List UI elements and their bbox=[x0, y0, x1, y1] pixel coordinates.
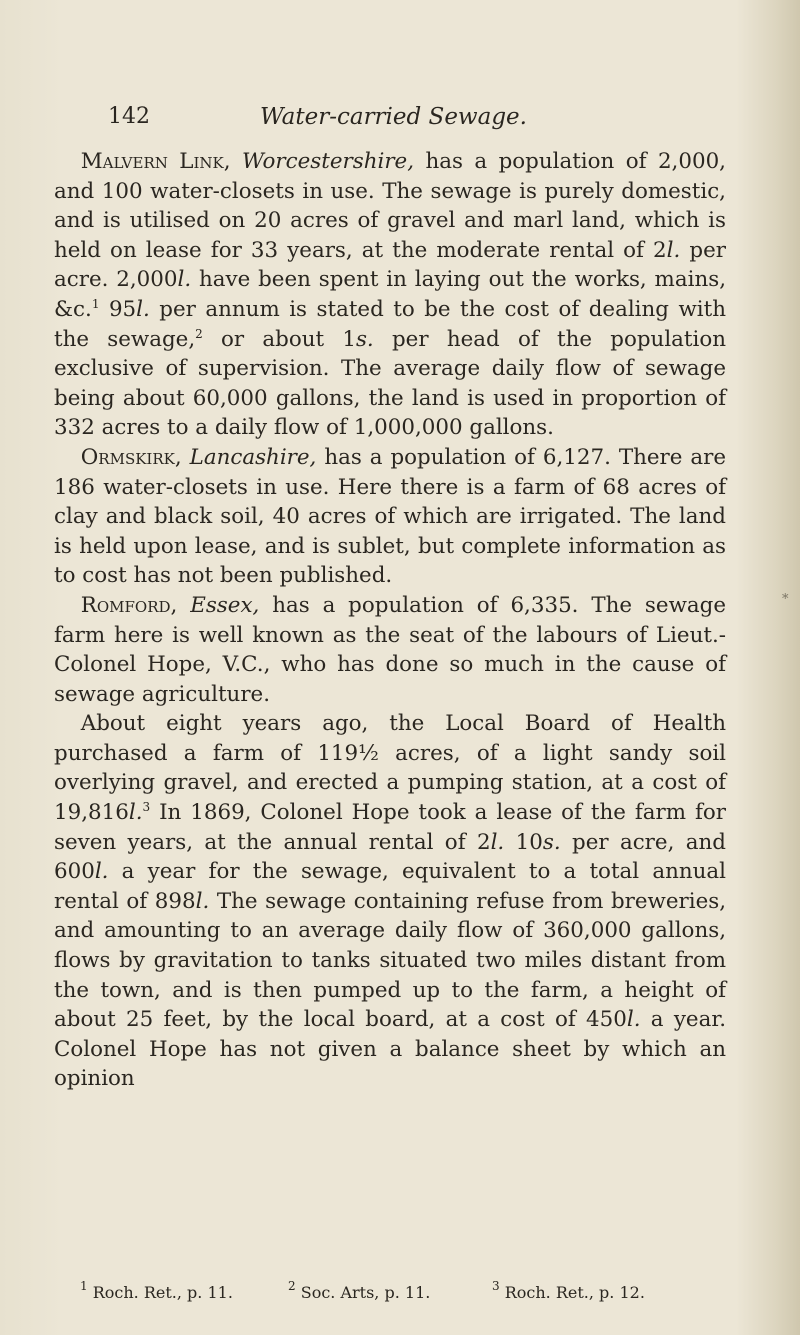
text-run: About eight years ago, the Local Board of Health purchased a farm of 119½ acres, of a light sandy soil overlying gravel, and erected a pumping station, at a cost of 19,816 bbox=[54, 711, 726, 826]
currency-unit: s. bbox=[542, 829, 561, 855]
footnote-ref: 2 bbox=[195, 326, 203, 341]
paragraph-malvern-link bbox=[54, 147, 726, 443]
footnote-2 bbox=[288, 1279, 431, 1303]
county-name: Lancashire, bbox=[189, 444, 317, 470]
currency-unit: l. bbox=[128, 800, 143, 826]
footnote-ref: 1 bbox=[91, 296, 100, 311]
text-run: a year. Colonel Hope has not given a balance sheet by which an opinion bbox=[54, 1007, 727, 1092]
text-run: has a population of 2,000, and 100 water-closets in use. The sewage is purely domestic, and is utilised on 20 acres of gravel and marl land, which is held on lease for 33 years, at the moderate rental of 2 bbox=[54, 149, 726, 263]
running-head bbox=[108, 104, 708, 136]
text-run: a year for the sewage, equivalent to a total annual rental of 898 bbox=[54, 859, 726, 914]
text-run: per head of the population exclusive of supervision. The average daily flow of sewage being about 60,000 gallons, the land is used in proportion of 332 acres to a daily flow of 1,000,000 gallons. bbox=[54, 326, 727, 441]
footnote-mark: 2 bbox=[288, 1279, 296, 1293]
currency-unit: s. bbox=[355, 326, 374, 352]
page-number: 142 bbox=[108, 104, 150, 129]
currency-unit: l. bbox=[177, 267, 192, 293]
footnote-3 bbox=[492, 1279, 645, 1303]
text-run: per annum is stated to be the cost of dealing with the sewage, bbox=[54, 296, 726, 352]
text-run: The sewage containing refuse from breweries, and amounting to an average daily flow of 360,000 gallons, flows by gravitation to tanks situated two miles distant from the town, and is then pumped up to the farm, a height of about 25 feet, by the local board, at a cost of 450 bbox=[54, 888, 727, 1033]
footnote-ref: 3 bbox=[142, 800, 151, 815]
body-text bbox=[54, 147, 726, 1094]
footnote-mark: 1 bbox=[80, 1279, 88, 1293]
footnote-text: Roch. Ret., p. 11. bbox=[92, 1283, 233, 1302]
text-run: 95 bbox=[99, 296, 137, 322]
paragraph-ormskirk bbox=[54, 443, 726, 591]
paragraph-romford-farm bbox=[54, 709, 726, 1094]
text-run: 10 bbox=[504, 829, 543, 855]
county-name: Essex, bbox=[190, 592, 260, 618]
currency-unit: l. bbox=[195, 888, 210, 914]
footnote-mark: 3 bbox=[492, 1279, 500, 1293]
place-name: Malvern Link, bbox=[80, 149, 231, 174]
footnote-text: Roch. Ret., p. 12. bbox=[504, 1283, 645, 1302]
margin-mark: * bbox=[782, 592, 789, 607]
text-run: has a population of 6,127. There are 186 water-closets in use. Here there is a farm of 68 acres of clay and black soil, 40 acres of which are irrigated. The land is held upon lease, and is sublet, but complete information as to cost has not been published. bbox=[54, 444, 726, 589]
text-run: or about 1 bbox=[202, 326, 356, 352]
place-name: Romford, bbox=[80, 592, 178, 618]
currency-unit: l. bbox=[136, 296, 150, 322]
place-name: Ormskirk, bbox=[80, 444, 182, 470]
footnote-text: Soc. Arts, p. 11. bbox=[300, 1283, 431, 1302]
text-run: has a population of 6,335. The sewage farm here is well known as the seat of the labours of Lieut.-Colonel Hope, V.C., who has done so much in the cause of sewage agriculture. bbox=[54, 592, 726, 707]
text-run: have been spent in laying out the works, mains, &c. bbox=[54, 267, 726, 322]
text-run: per acre, and 600 bbox=[54, 829, 726, 885]
running-title: Water-carried Sewage. bbox=[260, 104, 527, 130]
footnote-1 bbox=[80, 1279, 233, 1303]
currency-unit: l. bbox=[666, 237, 681, 263]
text-run: per acre. 2,000 bbox=[54, 237, 726, 293]
paragraph-romford bbox=[54, 591, 726, 709]
currency-unit: l. bbox=[490, 829, 505, 855]
currency-unit: l. bbox=[626, 1007, 641, 1033]
county-name: Worcestershire, bbox=[242, 149, 415, 174]
text-run: In 1869, Colonel Hope took a lease of the farm for seven years, at the annual rental of 2 bbox=[54, 800, 726, 855]
currency-unit: l. bbox=[94, 859, 109, 885]
